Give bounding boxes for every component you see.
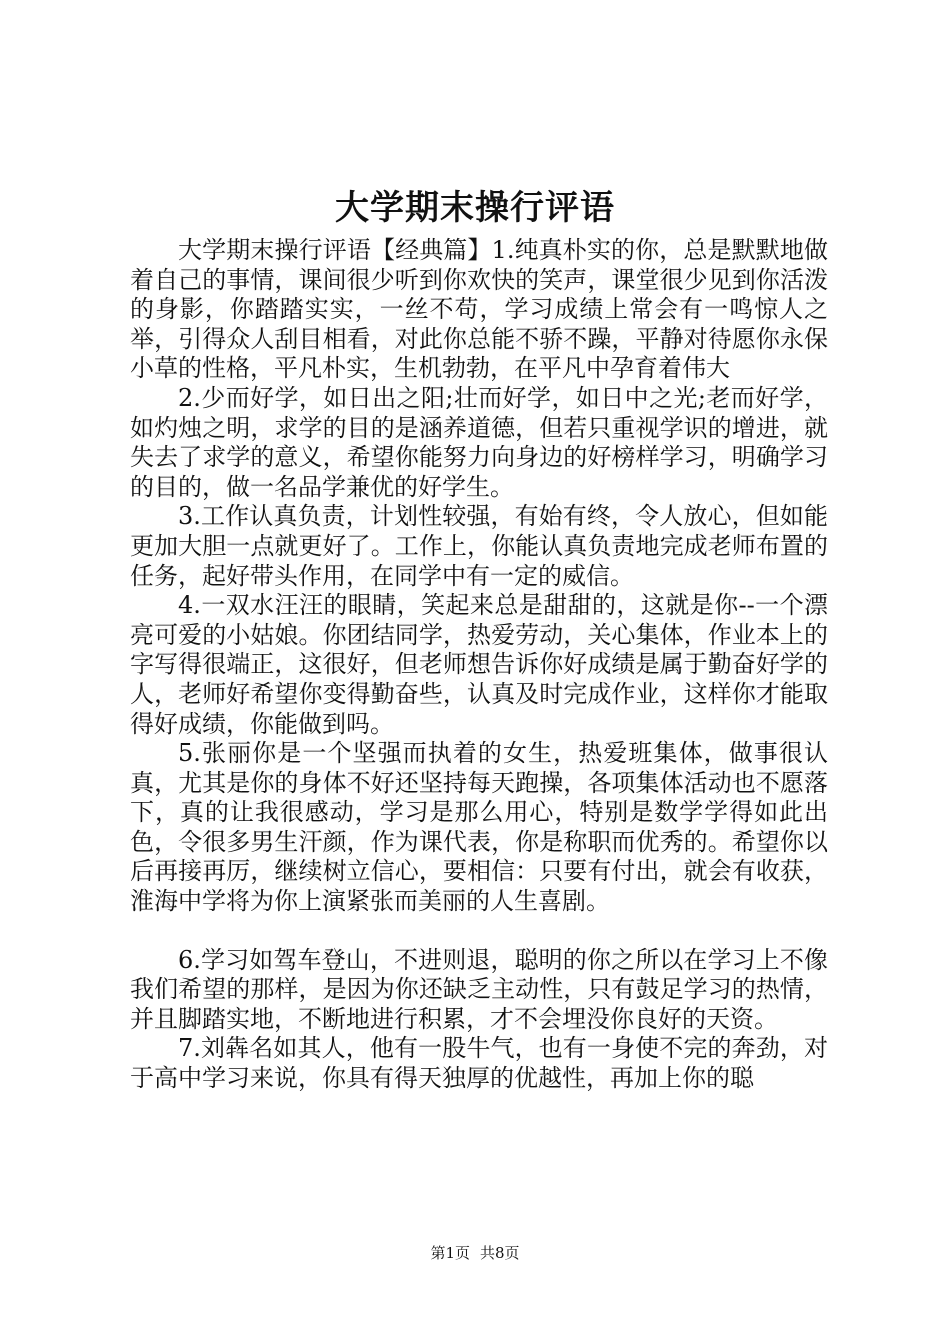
paragraph-5: 5.张丽你是一个坚强而执着的女生，热爱班集体，做事很认真，尤其是你的身体不好还坚持每天跑操，各项集体活动也不愿落下，真的让我很感动，学习是那么用心，特别是数学学得如此出色，令很多男生汗颜，作为课代表，你是称职而优秀的。希望你以后再接再厉，继续树立信心，要相信：只要有付出，就会有收获，淮海中学将为你上演紧张而美丽的人生喜剧。 <box>130 739 828 916</box>
paragraph-4: 4.一双水汪汪的眼睛，笑起来总是甜甜的，这就是你--一个漂亮可爱的小姑娘。你团结同学，热爱劳动，关心集体，作业本上的字写得很端正，这很好，但老师想告诉你好成绩是属于勤奋好学的人，老师好希望你变得勤奋些，认真及时完成作业，这样你才能取得好成绩，你能做到吗。 <box>130 591 828 738</box>
paragraph-7: 7.刘犇名如其人，他有一股牛气，也有一身使不完的奔劲，对于高中学习来说，你具有得天独厚的优越性，再加上你的聪 <box>130 1034 828 1093</box>
document-title: 大学期末操行评语 <box>335 188 615 228</box>
page-footer <box>0 1243 950 1263</box>
paragraph-1: 大学期末操行评语【经典篇】1.纯真朴实的你，总是默默地做着自己的事情，课间很少听到你欢快的笑声，课堂很少见到你活泼的身影，你踏踏实实，一丝不苟，学习成绩上常会有一鸣惊人之举，引得众人刮目相看，对此你总能不骄不躁，平静对待愿你永保小草的性格，平凡朴实，生机勃勃，在平凡中孕育着伟大 <box>130 236 828 383</box>
paragraph-2: 2.少而好学，如日出之阳;壮而好学，如日中之光;老而好学，如灼烛之明，求学的目的是涵养道德，但若只重视学识的增进，就失去了求学的意义，希望你能努力向身边的好榜样学习，明确学习的目的，做一名品学兼优的好学生。 <box>130 383 828 501</box>
page-number: 第1页 <box>430 1244 470 1262</box>
paragraph-6: 6.学习如驾车登山，不进则退，聪明的你之所以在学习上不像我们希望的那样，是因为你还缺乏主动性，只有鼓足学习的热情，并且脚踏实地，不断地进行积累，才不会埋没你良好的天资。 <box>130 945 828 1033</box>
document-body <box>130 236 828 1094</box>
paragraph-3: 3.工作认真负责，计划性较强，有始有终，令人放心，但如能更加大胆一点就更好了。工作上，你能认真负责地完成老师布置的任务，起好带头作用，在同学中有一定的威信。 <box>130 502 828 590</box>
page-total: 共8页 <box>480 1244 520 1262</box>
